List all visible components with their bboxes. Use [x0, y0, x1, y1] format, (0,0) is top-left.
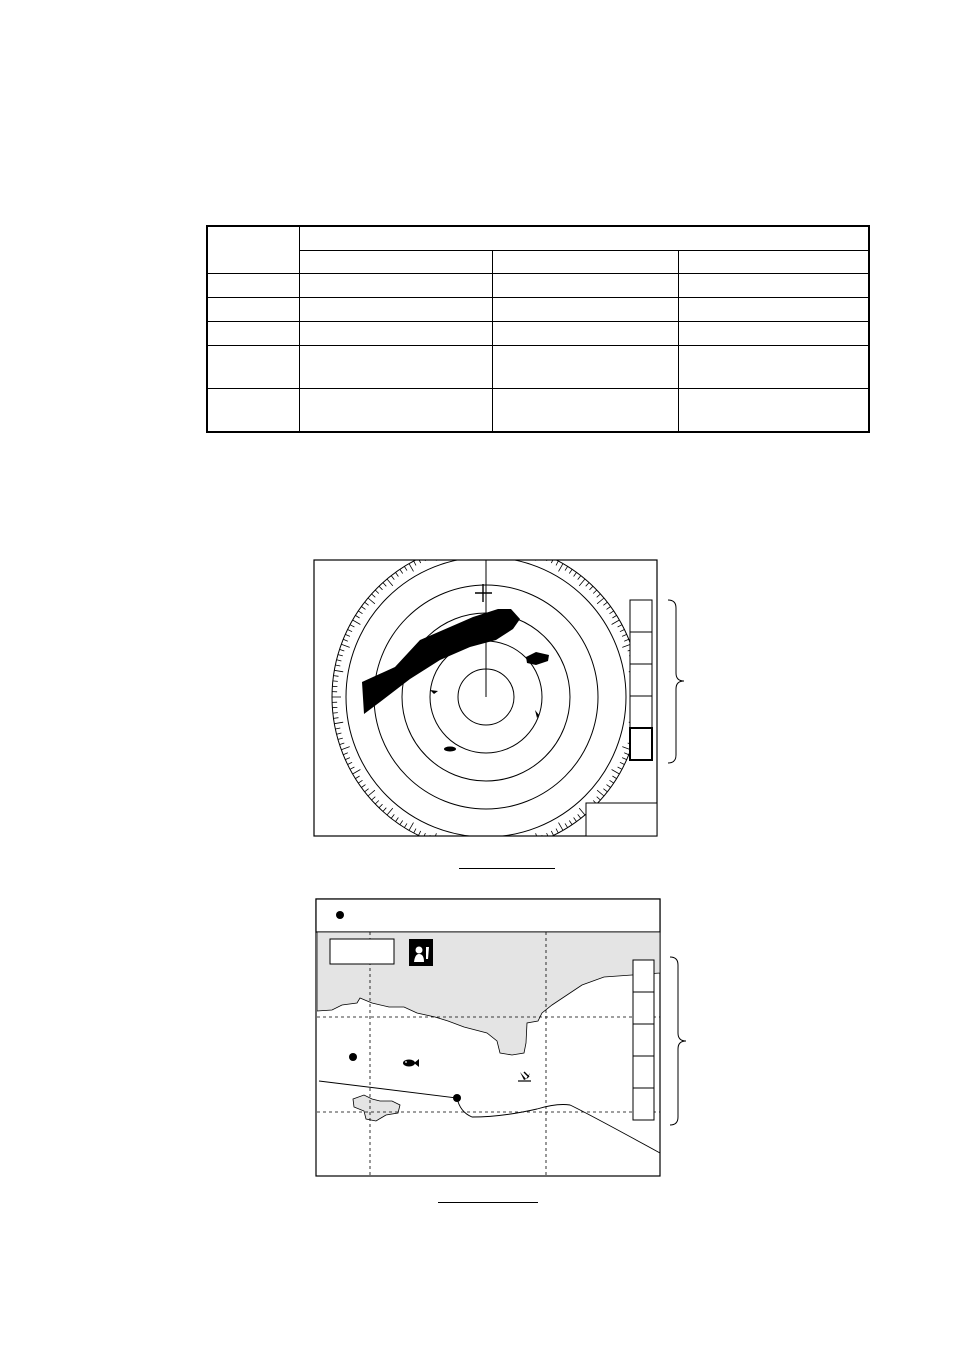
table-cell — [300, 273, 493, 297]
waypoint-icon — [349, 1053, 357, 1061]
table-cell — [207, 297, 300, 321]
table-row — [207, 345, 869, 388]
table-cell — [207, 321, 300, 345]
table-group-header — [300, 226, 870, 250]
bearing-tick — [454, 843, 455, 845]
menu-box[interactable] — [633, 992, 654, 1024]
table-cell — [300, 321, 493, 345]
bearing-tick — [438, 839, 440, 844]
menu-brace — [668, 600, 684, 763]
table-cell — [493, 273, 679, 297]
table-corner-cell — [207, 226, 300, 273]
bearing-tick — [333, 713, 338, 714]
bearing-tick — [507, 845, 508, 846]
table-cell — [300, 297, 493, 321]
own-ship-icon — [453, 1094, 461, 1102]
table-cell — [493, 388, 679, 432]
table-row — [207, 273, 869, 297]
menu-box[interactable] — [630, 632, 652, 664]
person-icon-head — [416, 947, 423, 954]
table-cell — [493, 345, 679, 388]
bearing-tick — [465, 845, 466, 846]
table-cell — [300, 345, 493, 388]
table-cell — [679, 297, 870, 321]
data-table — [206, 225, 870, 433]
bearing-tick — [532, 839, 534, 844]
bearing-tick — [444, 840, 445, 845]
menu-box[interactable] — [633, 1056, 654, 1088]
table-cell — [207, 273, 300, 297]
menu-box[interactable] — [633, 1024, 654, 1056]
table-cell — [679, 321, 870, 345]
bearing-tick — [449, 842, 450, 845]
table-row — [207, 388, 869, 432]
position-dot-icon — [336, 911, 344, 919]
plotter-figure-caption — [438, 1202, 538, 1203]
bearing-tick — [333, 681, 338, 682]
bearing-tick — [428, 555, 430, 559]
plotter-status-bar — [316, 899, 660, 932]
table-subheader-row — [207, 250, 869, 273]
bearing-tick — [517, 843, 518, 845]
table-cell — [679, 388, 870, 432]
table-cell — [679, 273, 870, 297]
bearing-tick — [511, 840, 513, 845]
table-cell — [679, 345, 870, 388]
menu-box[interactable] — [633, 960, 654, 992]
plotter-display-figure — [312, 895, 692, 1185]
plotter-side-menu — [633, 960, 654, 1120]
table-cell — [207, 345, 300, 388]
table-cell — [300, 388, 493, 432]
bearing-tick — [542, 555, 544, 559]
table-cell — [493, 297, 679, 321]
table-cell — [207, 388, 300, 432]
table-header-row — [207, 226, 869, 250]
table-row — [207, 297, 869, 321]
menu-box[interactable] — [630, 600, 652, 632]
table-cell — [493, 321, 679, 345]
radar-display-figure — [310, 555, 690, 845]
menu-box[interactable] — [633, 1088, 654, 1120]
radar-figure-caption — [459, 868, 555, 869]
bearing-tick — [527, 840, 528, 845]
menu-box[interactable] — [630, 728, 652, 760]
radar-info-box — [586, 803, 657, 836]
menu-brace — [670, 957, 686, 1125]
table-col-header — [493, 250, 679, 273]
bearing-tick — [522, 842, 523, 845]
menu-box[interactable] — [630, 664, 652, 696]
plotter-label-box — [330, 939, 394, 964]
menu-box[interactable] — [630, 696, 652, 728]
bearing-tick — [459, 840, 461, 845]
table-row — [207, 321, 869, 345]
table-col-header — [300, 250, 493, 273]
table-col-header — [679, 250, 870, 273]
target-echo — [444, 747, 456, 752]
radar-side-menu — [630, 600, 652, 760]
